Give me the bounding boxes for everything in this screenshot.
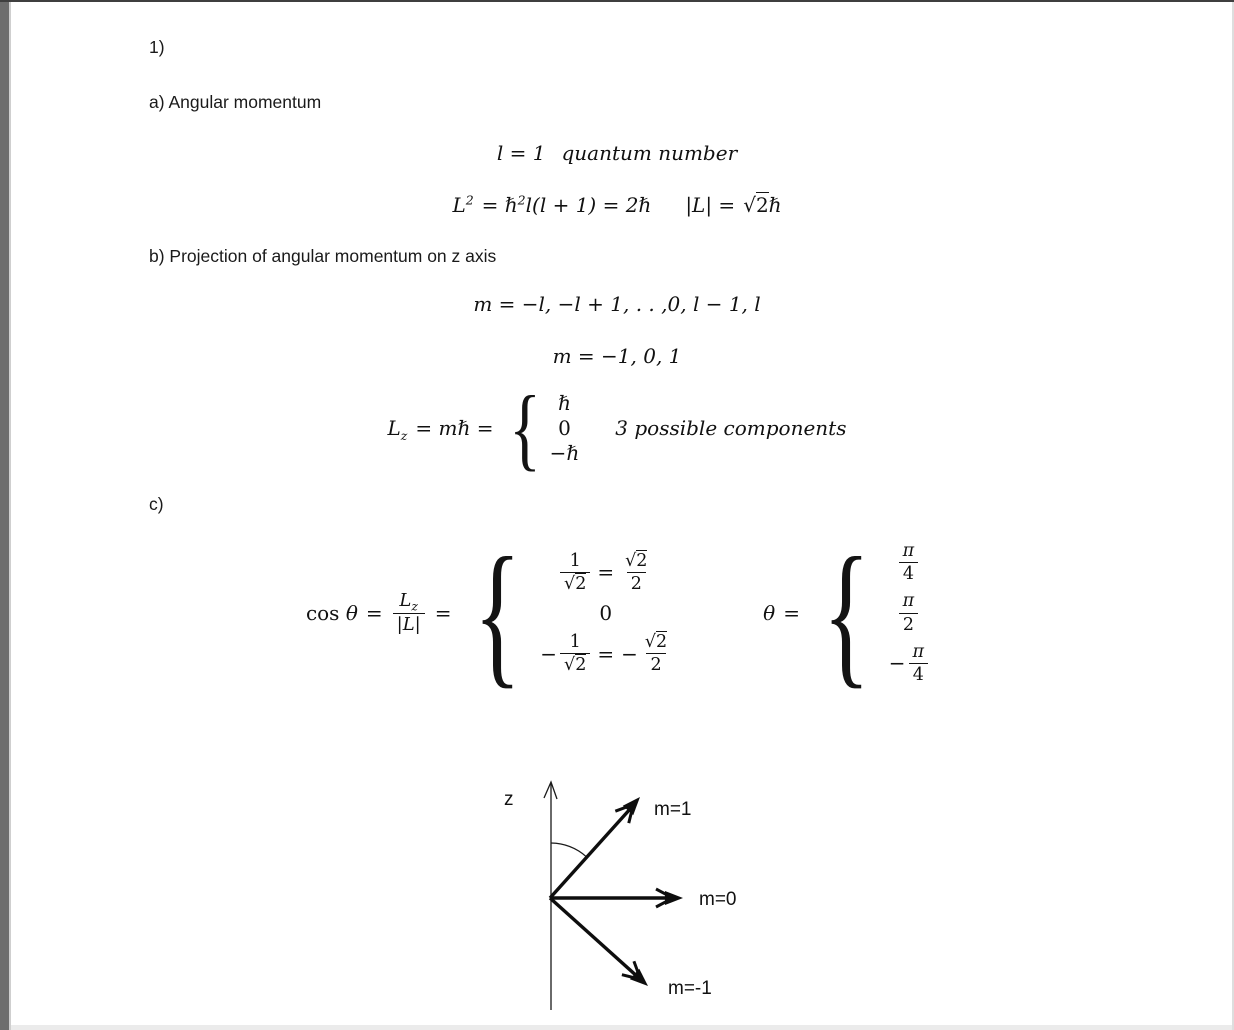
eq-Lz-note: 3 possible components	[615, 416, 847, 440]
fraction-1-over-sqrt2	[560, 632, 590, 675]
sqrt-radicand: 2	[656, 632, 668, 652]
subscript: z	[411, 598, 418, 614]
eq-L-squared	[0, 191, 1234, 219]
fraction-pi-over-4	[909, 642, 929, 685]
theta-case-row	[889, 642, 928, 685]
angle-arc	[551, 843, 587, 857]
m-1-vector-line	[550, 898, 639, 978]
sqrt-radicand: 2	[575, 573, 587, 594]
theta-cases-column	[889, 541, 928, 685]
minus-sign: −	[888, 651, 906, 676]
sqrt-sign: √	[743, 193, 756, 217]
theta-symbol: θ	[763, 601, 776, 625]
minus-sign: −	[621, 641, 638, 666]
math-symbol: = ℏ	[481, 193, 518, 217]
equals-sign: =	[434, 601, 452, 625]
fraction-pi-over-4	[899, 541, 919, 584]
z-axis-label: z	[504, 789, 514, 810]
math-symbol: l(l + 1) = 2ℏ	[525, 193, 652, 217]
eq-m-range: m = −l, −l + 1, . . ,0, l − 1, l	[473, 292, 761, 316]
fraction-denominator	[560, 653, 590, 675]
eq-l-equals-1: l = 1	[496, 141, 546, 165]
fraction-numerator: π	[912, 641, 925, 662]
equals-sign: =	[597, 560, 615, 585]
cos-function: cos	[305, 601, 340, 625]
theta-case-row	[899, 541, 919, 584]
eq-cos-lhs	[306, 601, 383, 625]
cos-case-row	[540, 632, 671, 675]
fraction-Lz-over-L	[393, 591, 425, 635]
fraction-denominator: 4	[909, 663, 928, 685]
case-value: 0	[558, 415, 571, 440]
sqrt-sign: √	[625, 550, 637, 571]
eq-l-note: quantum number	[561, 141, 738, 165]
m-1-label: m=-1	[668, 978, 712, 999]
eq-L-magnitude	[685, 193, 781, 217]
sqrt-radicand: 2	[575, 655, 587, 676]
bottom-border	[11, 1025, 1232, 1030]
sqrt-sign: √	[644, 632, 657, 652]
sqrt-radicand: 2	[636, 550, 648, 571]
sqrt-sign: √	[564, 573, 576, 594]
fraction-denominator: |L|	[393, 613, 425, 636]
fraction-1-over-sqrt2	[560, 551, 590, 594]
superscript: 2	[465, 192, 474, 208]
fraction-denominator: 2	[646, 653, 665, 675]
fraction-sqrt2-over-2	[621, 551, 651, 594]
section-a-heading: a) Angular momentum	[149, 92, 322, 112]
fraction-numerator	[641, 632, 671, 653]
eq-Lz-lhs	[387, 416, 494, 443]
sqrt-radicand: 2	[755, 193, 769, 217]
math-symbol: |L| =	[685, 193, 736, 217]
subscript: z	[400, 428, 408, 443]
eq-theta-cases: θ = { $\frac{\pi}{4}$ $\frac{\pi}{2}$ − $\frac{\pi}{4}$	[763, 541, 928, 685]
m0-label: m=0	[699, 889, 737, 910]
fraction-numerator	[395, 591, 422, 613]
top-border	[0, 0, 1234, 2]
fraction-denominator: 4	[899, 562, 918, 584]
fraction-denominator: 2	[627, 572, 646, 594]
case-value: −ℏ	[549, 440, 580, 465]
cos-case-row	[560, 551, 651, 594]
fraction-numerator: π	[902, 591, 915, 612]
theta-symbol: θ	[345, 601, 358, 625]
fraction-numerator	[621, 551, 651, 572]
theta-case-row	[899, 591, 919, 634]
eq-Lz-cases: $L_z$ = mℏ = { ℏ 0 −ℏ 3 possible components	[387, 377, 847, 479]
eq-quantum-number	[0, 140, 1234, 166]
fraction-denominator	[560, 572, 590, 594]
Lz-cases-column	[549, 390, 580, 465]
section-b-heading: b) Projection of angular momentum on z axis	[149, 246, 497, 266]
cos-case-row	[599, 601, 612, 625]
eq-L2-left	[452, 193, 651, 217]
vector-diagram	[478, 772, 818, 1022]
left-margin-bar	[0, 0, 9, 1030]
superscript: 2	[517, 192, 526, 208]
fraction-numerator: 1	[569, 632, 581, 652]
equals-sign: =	[783, 601, 800, 625]
equals-sign: =	[597, 641, 615, 666]
fraction-numerator: 1	[569, 550, 581, 571]
sqrt-sign: √	[564, 655, 576, 676]
math-symbol: = mℏ =	[415, 416, 494, 440]
m1-vector-line	[550, 808, 631, 898]
fraction-denominator: 2	[899, 613, 918, 635]
math-symbol: L	[387, 416, 401, 440]
problem-number: 1)	[149, 37, 165, 57]
hbar-symbol: ℏ	[768, 193, 782, 217]
math-symbol: L	[452, 193, 466, 217]
section-c-heading: c)	[149, 494, 164, 514]
fraction-pi-over-2	[899, 591, 919, 634]
minus-sign: −	[540, 641, 558, 666]
left-margin-bar-edge	[9, 0, 11, 1030]
eq-m-values: m = −1, 0, 1	[552, 344, 682, 368]
math-symbol: L	[399, 589, 412, 611]
fraction-numerator: π	[902, 541, 915, 562]
fraction-sqrt2-over-2	[641, 632, 671, 675]
equals-sign: =	[365, 601, 383, 625]
case-value: ℏ	[558, 390, 571, 415]
cos-cases-column	[540, 551, 671, 676]
eq-cos-theta: cos θ = $\frac{L_z}{|L|}$ = { $\frac{1}{√2}$ = $\frac{√2}{2}$ 0 − $\frac{1}{√2}$ = − $\frac{√2}{2}$ θ = { $\frac{\pi}{4}$ $\frac{\pi}{2}$ − $\frac{\pi}{4}$	[0, 534, 1234, 692]
case-value: 0	[599, 601, 613, 625]
m1-label: m=1	[654, 799, 692, 820]
